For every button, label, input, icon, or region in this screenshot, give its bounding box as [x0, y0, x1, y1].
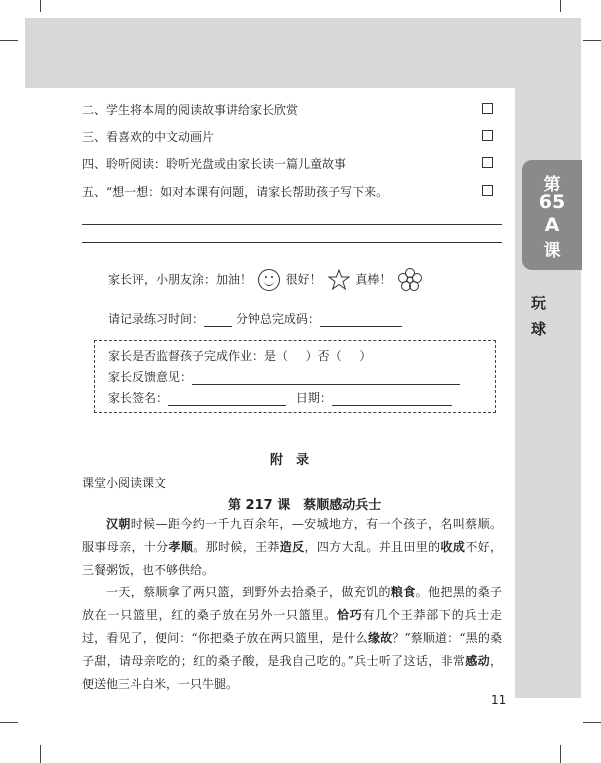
vocab-word: 恰巧	[336, 608, 363, 622]
lesson-letter: A	[544, 214, 560, 236]
practice-row	[108, 310, 402, 327]
smiley-face-icon[interactable]	[258, 269, 280, 291]
story-text: 。他把黑的桑子放在一只篮里，红的桑子放在另外一只篮里。	[82, 585, 502, 622]
lesson-title-char: 玩	[531, 294, 547, 312]
lesson-number: 65	[538, 191, 566, 213]
total-label: 分钟总完成码：	[235, 312, 320, 326]
appendix-subheading: 课堂小阅读课文	[82, 476, 167, 490]
supervision-no: ）否（	[305, 349, 342, 363]
story-text: ，便送他三斗白米，一只牛腿。	[82, 654, 502, 691]
feedback-label: 家长反馈意见：	[108, 370, 193, 384]
signature-row	[108, 389, 452, 406]
checkbox[interactable]	[482, 185, 493, 196]
lesson-tab-line: 第	[543, 175, 561, 195]
signature-blank[interactable]	[168, 393, 286, 406]
story-text: ？”蔡顺道：“黑的桑子甜，请母亲吃的；红的桑子酸，是我自己吃的。”兵士听了这话，非常	[82, 631, 502, 668]
crop-mark	[40, 0, 41, 12]
vocab-word: 收成	[440, 540, 466, 554]
feedback-blank[interactable]	[192, 372, 460, 385]
appendix-heading: 附 录	[270, 453, 310, 468]
page-number: 11	[491, 693, 507, 707]
crop-mark	[40, 745, 41, 763]
side-band	[515, 18, 581, 698]
practice-time-label: 请记录练习时间：	[108, 312, 205, 326]
signature-label: 家长签名：	[108, 391, 169, 405]
crop-mark	[583, 40, 601, 41]
checklist-item: 二、学生将本周的阅读故事讲给家长欣赏	[82, 103, 299, 117]
header-band	[25, 18, 581, 88]
story-text: 时候—距今约一千九百余年，—安城地方，有一个孩子，名叫蔡顺。服事母亲，十分	[82, 517, 502, 554]
writing-line[interactable]	[82, 242, 502, 243]
star-icon[interactable]	[328, 269, 350, 291]
date-label: 日期：	[295, 391, 332, 405]
story-paragraph-1	[82, 513, 502, 582]
supervision-close: ）	[359, 349, 372, 363]
vocab-word: 孝顺	[168, 540, 194, 554]
very-good-label: 很好！	[285, 272, 322, 287]
checkbox[interactable]	[482, 157, 493, 168]
checklist-item: 三、看喜欢的中文动画片	[82, 130, 215, 144]
story-text: 一天，蔡顺拿了两只篮，到野外去拾桑子，做充饥的	[106, 585, 391, 599]
parent-comment-row	[108, 267, 425, 293]
parent-comment-label: 家长评，小朋友涂：加油！	[108, 272, 253, 287]
lesson-tab-line: 课	[543, 241, 561, 261]
crop-mark	[0, 40, 18, 41]
story-text: ，四方大乱。并且田里的	[304, 540, 441, 554]
checkbox[interactable]	[482, 130, 493, 141]
lesson-tab	[522, 160, 582, 270]
story-text: 。那时候，王莽	[193, 540, 280, 554]
vocab-word: 汉朝	[106, 517, 131, 531]
time-blank[interactable]	[204, 314, 232, 327]
eye	[271, 276, 273, 278]
feedback-row	[108, 368, 460, 385]
eye	[265, 276, 267, 278]
vocab-word: 粮食	[390, 585, 416, 599]
crop-mark	[0, 722, 18, 723]
writing-line[interactable]	[82, 224, 502, 225]
story-text: 不好，三餐粥饭，也不够供给。	[82, 540, 502, 577]
lesson-title-char: 球	[531, 320, 547, 338]
vocab-word: 缘故	[367, 631, 393, 645]
story-text: 有几个王莽部下的兵士走过，看见了，便问：“你把桑子放在两只篮里，是什么	[82, 608, 502, 645]
supervision-question: 家长是否监督孩子完成作业：是（	[108, 349, 289, 363]
supervision-row	[108, 347, 371, 364]
excellent-label: 真棒！	[355, 272, 392, 287]
checklist-item: 五、“想一想：如对本课有问题，请家长帮助孩子写下来。	[82, 185, 389, 199]
flower-icon[interactable]	[397, 267, 423, 293]
date-blank[interactable]	[332, 393, 452, 406]
checklist-item: 四、聆听阅读：聆听光盘或由家长读一篇儿童故事	[82, 157, 347, 171]
vocab-word: 造反	[279, 540, 305, 554]
lesson-heading: 第 217 课 蔡顺感动兵士	[228, 498, 382, 513]
story-paragraph-2	[82, 581, 502, 696]
crop-mark	[583, 722, 601, 723]
crop-mark	[560, 0, 561, 12]
checkbox[interactable]	[482, 103, 493, 114]
total-blank[interactable]	[320, 314, 402, 327]
mouth	[264, 280, 274, 286]
crop-mark	[560, 745, 561, 763]
vocab-word: 感动	[465, 654, 490, 668]
